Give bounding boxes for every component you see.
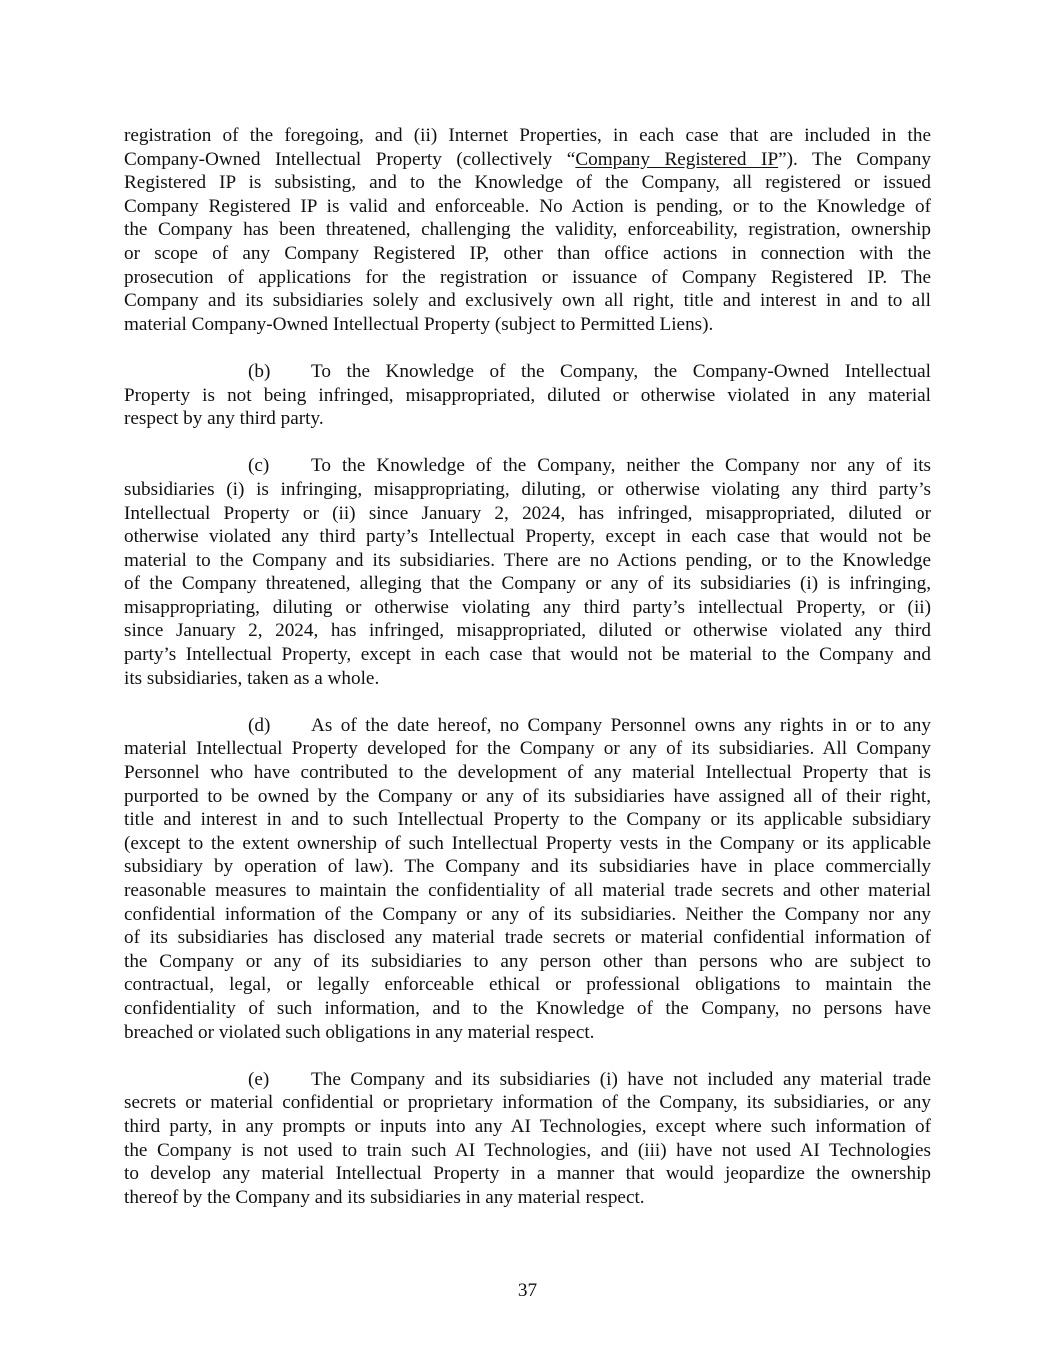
text-line: of its subsidiaries has disclosed any material trade secrets or material confidential information of xyxy=(124,927,931,949)
text-line: title and interest in and to such Intellectual Property to the Company or its applicable subsidiary xyxy=(124,809,931,831)
text-line: breached or violated such obligations in any material respect. xyxy=(124,1021,595,1043)
text-fragment: The Company and its subsidiaries (i) have not included any material trade xyxy=(311,1068,931,1090)
text-line: misappropriating, diluting or otherwise violating any third party’s intellectual Property, or (ii) xyxy=(124,596,931,618)
text-line: material Company-Owned Intellectual Property (subject to Permitted Liens). xyxy=(124,313,714,335)
paragraph-c xyxy=(124,454,931,690)
text-line: to develop any material Intellectual Property in a manner that would jeopardize the ownership xyxy=(124,1163,931,1185)
paragraph-label: (c) xyxy=(248,455,270,477)
text-line: registration of the foregoing, and (ii) Internet Properties, in each case that are included in the xyxy=(124,125,931,146)
text-line: respect by any third party. xyxy=(124,408,324,430)
text-line: reasonable measures to maintain the confidentiality of all material trade secrets and other material xyxy=(124,880,931,901)
text-line: material to the Company and its subsidiaries. There are no Actions pending, or to the Knowledge xyxy=(124,549,931,571)
text-fragment: To the Knowledge of the Company, neither the Company nor any of its xyxy=(311,455,931,477)
paragraph-label: (b) xyxy=(248,360,271,382)
paragraph-label: (e) xyxy=(248,1068,270,1090)
text-line xyxy=(124,360,931,384)
text-line: contractual, legal, or legally enforceable ethical or professional obligations to maintain the xyxy=(124,974,931,996)
paragraph-a-continuation xyxy=(124,124,931,336)
text-line: Company and its subsidiaries solely and exclusively own all right, title and interest in and to all xyxy=(124,290,931,312)
text-fragment: To the Knowledge of the Company, the Company-Owned Intellectual xyxy=(311,360,931,382)
text-line: purported to be owned by the Company or any of its subsidiaries have assigned all of their right, xyxy=(124,785,931,807)
text-line xyxy=(124,1068,931,1092)
document-page xyxy=(124,124,931,1233)
text-line: the Company or any of its subsidiaries to any person other than persons who are subject to xyxy=(124,950,931,972)
text-line: party’s Intellectual Property, except in each case that would not be material to the Company and xyxy=(124,644,931,666)
text-line: Company Registered IP is valid and enforceable. No Action is pending, or to the Knowledge of xyxy=(124,195,931,217)
text-line: Intellectual Property or (ii) since January 2, 2024, has infringed, misappropriated, diluted or xyxy=(124,502,931,524)
text-line: prosecution of applications for the registration or issuance of Company Registered IP. The xyxy=(124,266,931,288)
text-line: subsidiaries (i) is infringing, misappropriating, diluting, or otherwise violating any third party’s xyxy=(124,478,931,500)
text-line: (except to the extent ownership of such Intellectual Property vests in the Company or its applicable xyxy=(124,832,931,854)
text-line: the Company is not used to train such AI Technologies, and (iii) have not used AI Technologies xyxy=(124,1139,931,1161)
text-line: Registered IP is subsisting, and to the Knowledge of the Company, all registered or issued xyxy=(124,172,931,194)
text-line: subsidiary by operation of law). The Company and its subsidiaries have in place commercially xyxy=(124,856,931,878)
page-number: 37 xyxy=(517,1280,538,1301)
paragraph-label: (d) xyxy=(248,714,271,736)
paragraph-e xyxy=(124,1068,931,1210)
text-line: its subsidiaries, taken as a whole. xyxy=(124,667,380,689)
paragraph-d xyxy=(124,714,931,1044)
text-line xyxy=(124,454,931,478)
text-line xyxy=(124,714,931,738)
text-line: the Company has been threatened, challenging the validity, enforceability, registration, ownership xyxy=(124,219,931,241)
text-line xyxy=(124,148,931,172)
text-line: of the Company threatened, alleging that the Company or any of its subsidiaries (i) is infringing, xyxy=(124,573,931,595)
text-line: or scope of any Company Registered IP, other than office actions in connection with the xyxy=(124,242,931,264)
text-fragment: As of the date hereof, no Company Personnel owns any rights in or to any xyxy=(311,714,931,736)
text-fragment: Company-Owned Intellectual Property (collectively “ xyxy=(124,148,576,170)
text-line: since January 2, 2024, has infringed, misappropriated, diluted or otherwise violated any third xyxy=(124,620,931,642)
text-line: material Intellectual Property developed for the Company or any of its subsidiaries. All Company xyxy=(124,738,931,760)
text-line: thereof by the Company and its subsidiaries in any material respect. xyxy=(124,1186,645,1208)
text-line: secrets or material confidential or proprietary information of the Company, its subsidiaries, or any xyxy=(124,1092,931,1114)
text-fragment: ”). The Company xyxy=(778,148,931,170)
text-line: confidentiality of such information, and to the Knowledge of the Company, no persons have xyxy=(124,997,931,1019)
text-line: third party, in any prompts or inputs into any AI Technologies, except where such information of xyxy=(124,1115,931,1137)
text-line: Personnel who have contributed to the development of any material Intellectual Property that is xyxy=(124,762,931,784)
text-line: Property is not being infringed, misappropriated, diluted or otherwise violated in any material xyxy=(124,384,931,406)
defined-term-company-registered-ip: Company Registered IP xyxy=(575,148,779,170)
paragraph-b xyxy=(124,360,931,431)
text-line: confidential information of the Company or any of its subsidiaries. Neither the Company nor any xyxy=(124,903,931,925)
text-line: otherwise violated any third party’s Intellectual Property, except in each case that would not be xyxy=(124,526,931,548)
